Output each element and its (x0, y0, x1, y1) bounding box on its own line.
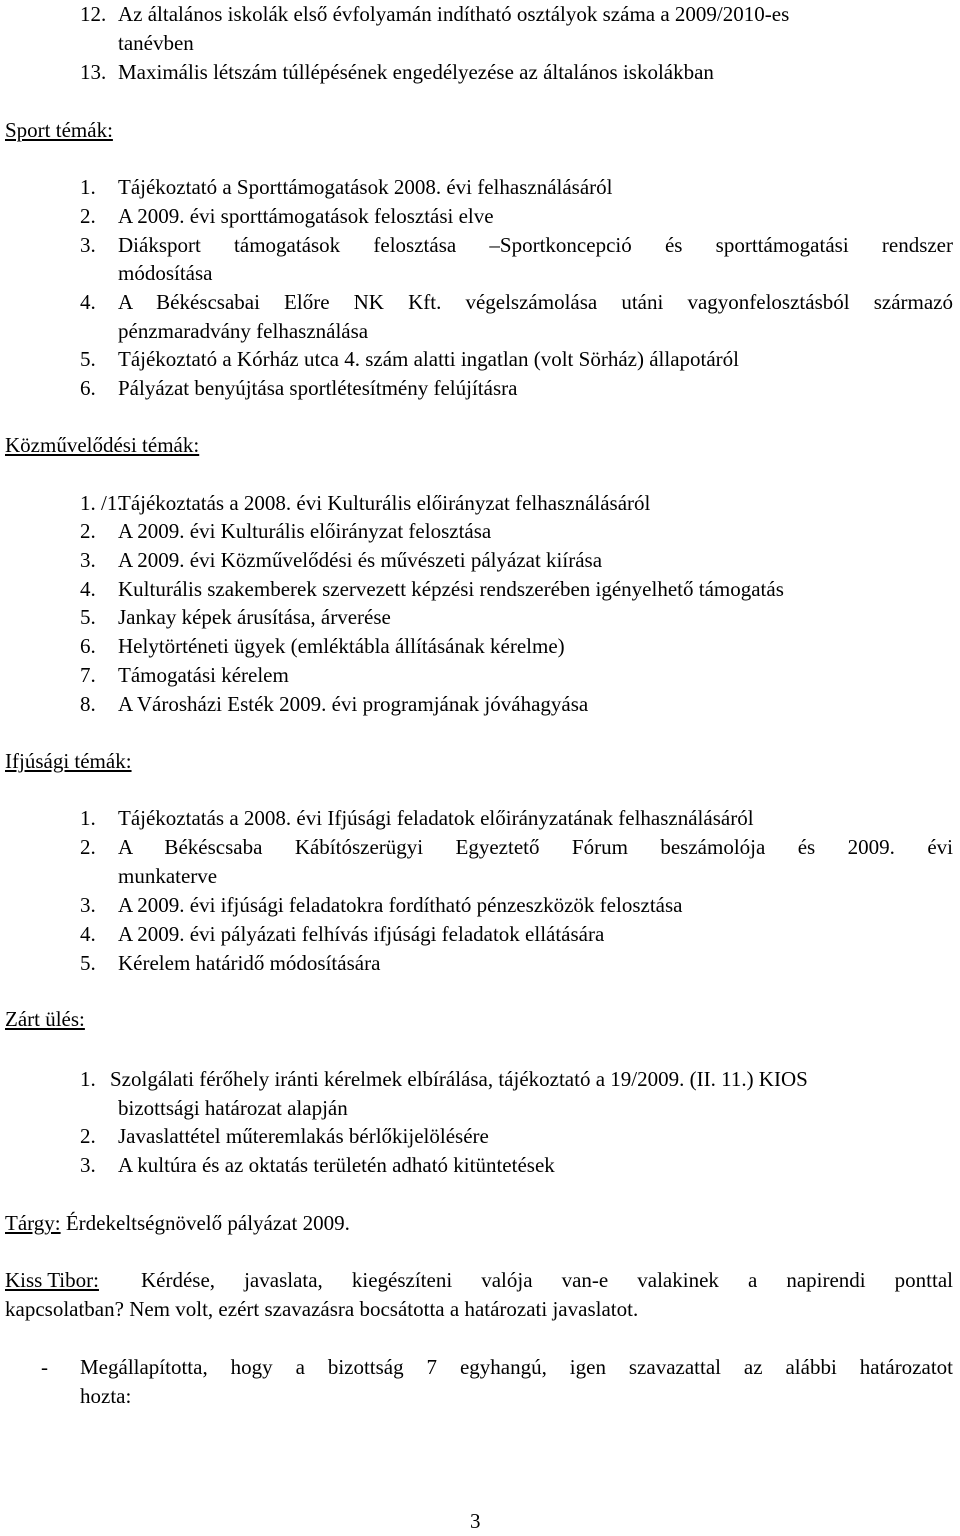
item-number: 5. (80, 605, 96, 629)
paragraph-text: Kérdése, javaslata, kiegészíteni valója van-e valakinek a napirendi ponttal (141, 1268, 953, 1292)
item-number: 6. (80, 634, 96, 658)
item-number: 1. (80, 806, 96, 830)
item-number: 2. (80, 835, 96, 859)
section-heading-ifjusag: Ifjúsági témák: (5, 749, 132, 773)
paragraph-text: kapcsolatban? Nem volt, ezért szavazásra bocsátotta a határozati javaslatot. (5, 1297, 639, 1321)
item-text: A Békéscsabai Előre NK Kft. végelszámolása utáni vagyonfelosztásból származó (118, 290, 953, 314)
item-text: Tájékoztatás a 2008. évi Ifjúsági feladatok előirányzatának felhasználásáról (118, 806, 754, 830)
item-text: Tájékoztató a Kórház utca 4. szám alatti ingatlan (volt Sörház) állapotáról (118, 347, 739, 371)
item-text: Tájékoztatás a 2008. évi Kulturális előirányzat felhasználásáról (118, 491, 651, 515)
item-number: 3. (80, 1153, 96, 1177)
item-text: A Városházi Esték 2009. évi programjának jóváhagyása (118, 692, 589, 716)
item-number: 3. (80, 548, 96, 572)
bullet-dash: - (41, 1355, 48, 1379)
bullet-text: hozta: (80, 1384, 132, 1408)
item-text: A kultúra és az oktatás területén adható kitüntetések (118, 1153, 555, 1177)
item-text: Pályázat benyújtása sportlétesítmény felújításra (118, 376, 518, 400)
item-text: Maximális létszám túllépésének engedélyezése az általános iskolákban (118, 60, 714, 84)
paragraph-continuation (5, 1295, 638, 1324)
item-number: 7. (80, 663, 96, 687)
item-text: Az általános iskolák első évfolyamán indítható osztályok száma a 2009/2010-es (118, 2, 790, 26)
item-text: Kulturális szakemberek szervezett képzési rendszerében igényelhető támogatás (118, 577, 784, 601)
item-text: munkaterve (118, 864, 218, 888)
item-number: 5. (80, 951, 96, 975)
section-heading-kozmuvelodes: Közművelődési témák: (5, 433, 200, 457)
item-number: 4. (80, 922, 96, 946)
item-number: 3. (80, 893, 96, 917)
item-text: bizottsági határozat alapján (118, 1096, 348, 1120)
item-text: A 2009. évi ifjúsági feladatokra fordítható pénzeszközök felosztása (118, 893, 683, 917)
item-text: A 2009. évi Közművelődési és művészeti pályázat kiírása (118, 548, 603, 572)
item-text: Szolgálati férőhely iránti kérelmek elbírálása, tájékoztató a 19/2009. (II. 11.) KIOS (110, 1067, 808, 1091)
item-text: A Békéscsaba Kábítószerügyi Egyeztető Fórum beszámolója és 2009. évi (118, 835, 953, 859)
item-number: 2. (80, 1124, 96, 1148)
item-number: 13. (80, 60, 107, 84)
item-text: A 2009. évi sporttámogatások felosztási elve (118, 204, 494, 228)
section-heading-sport: Sport témák: (5, 118, 113, 142)
item-text: Jankay képek árusítása, árverése (118, 605, 391, 629)
item-text: A 2009. évi Kulturális előirányzat felosztása (118, 519, 492, 543)
item-text: A 2009. évi pályázati felhívás ifjúsági feladatok ellátására (118, 922, 605, 946)
item-text: Kérelem határidő módosítására (118, 951, 381, 975)
item-text: módosítása (118, 261, 213, 285)
item-text: pénzmaradvány felhasználása (118, 319, 369, 343)
subject-text: Érdekeltségnövelő pályázat 2009. (65, 1211, 350, 1235)
item-text: Tájékoztató a Sporttámogatások 2008. évi felhasználásáról (118, 175, 613, 199)
item-text: Diáksport támogatások felosztása –Sportkoncepció és sporttámogatási rendszer (118, 233, 953, 257)
subject-label: Tárgy: (5, 1211, 61, 1235)
subject-line (5, 1209, 350, 1238)
item-text: Helytörténeti ügyek (emléktábla állításának kérelme) (118, 634, 565, 658)
item-number: 3. (80, 233, 96, 257)
item-number: 8. (80, 692, 96, 716)
item-number: 1. (80, 1067, 96, 1091)
bullet-text: Megállapította, hogy a bizottság 7 egyhangú, igen szavazattal az alábbi határozatot (80, 1355, 953, 1379)
page-number: 3 (470, 1509, 481, 1533)
item-number: 2. (80, 204, 96, 228)
item-number: 5. (80, 347, 96, 371)
item-number: 6. (80, 376, 96, 400)
item-number: 2. (80, 519, 96, 543)
section-heading-zart-ules: Zárt ülés: (5, 1007, 85, 1031)
item-number: 12. (80, 2, 107, 26)
speaker-name: Kiss Tibor: (5, 1268, 99, 1292)
item-number: 1. (80, 175, 96, 199)
item-number: 4. (80, 290, 96, 314)
item-text: Javaslattétel műteremlakás bérlőkijelölésére (118, 1124, 489, 1148)
item-text: tanévben (118, 31, 194, 55)
item-text: Támogatási kérelem (118, 663, 289, 687)
item-number: 4. (80, 577, 96, 601)
item-number: 1. /1. (80, 491, 123, 515)
